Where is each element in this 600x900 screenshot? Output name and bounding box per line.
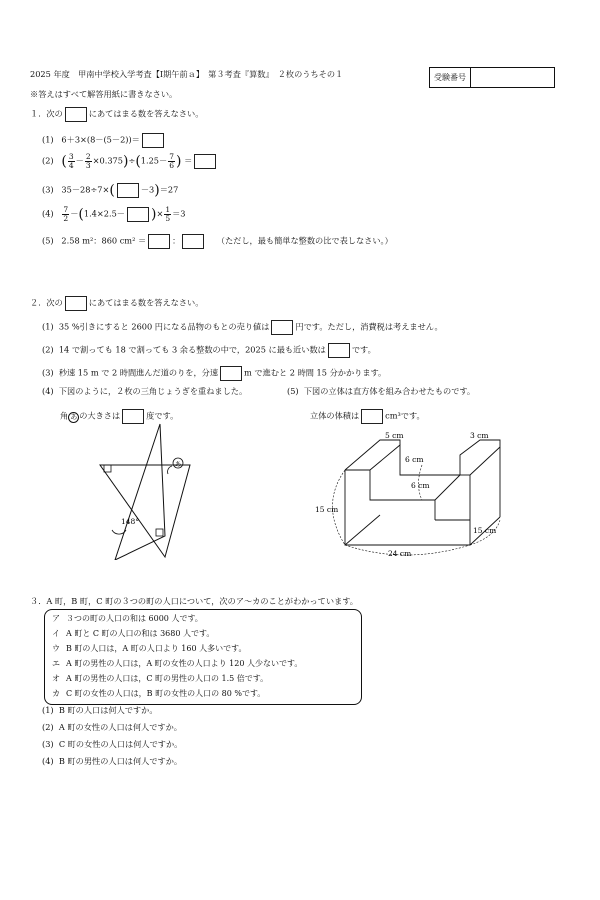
answer-box xyxy=(361,409,383,424)
q3-question: (1) B 町の人口は何人ですか。 xyxy=(42,705,158,715)
item-number: (5) xyxy=(42,235,54,246)
condition-item: カ C 町の女性の人口は，B 町の女性の人口の 80 %です。 xyxy=(52,689,266,698)
fraction: $\frac{3}{4}$ xyxy=(68,152,74,170)
item-number: (2) xyxy=(42,155,54,166)
q2-item-5: (5) 下図の立体は直方体を組み合わせたものです。 xyxy=(287,386,476,396)
q2-item-4: (4) 下図のように，２枚の三角じょうぎを重ねました。 xyxy=(42,386,248,396)
q3-question: (4) B 町の男性の人口は何人ですか。 xyxy=(42,756,183,766)
condition-item: エ A 町の男性の人口は，A 町の女性の人口より 120 人少ないです。 xyxy=(52,659,303,668)
q1-item-2: (2) ( $\frac{3}{4}$ － $\frac{2}{3}$ ×0.375)÷(1.25－ $\frac{7}{6}$ ) ＝ xyxy=(42,153,218,170)
angle-mark: あ xyxy=(70,412,78,421)
item-number: (1) xyxy=(42,134,54,145)
q3-intro: ３．A 町，B 町，C 町の３つの町の人口について，次のア～カのことがわかっています。 xyxy=(30,596,358,606)
item-note: （ただし，最も簡単な整数の比で表しなさい。） xyxy=(216,235,393,246)
q1-intro xyxy=(30,107,203,122)
item-number: (3) xyxy=(42,184,54,195)
exam-title: 2025 年度 甲南中学校入学考査【Ⅰ期午前ａ】 第３考査『算数』 ２枚のうちその１ xyxy=(30,69,344,79)
right-angle-mark xyxy=(104,465,111,472)
q1-item-1 xyxy=(42,133,166,148)
solid-edge xyxy=(345,515,380,545)
answer-box xyxy=(142,133,164,148)
expression: 6＋3×(8－(5－2))＝ xyxy=(61,134,140,145)
q1-item-4: (4) $\frac{7}{2}$ －(1.4×2.5－ )× $\frac{1}{5}$ ＝3 xyxy=(42,205,186,223)
exam-number-label: 受験番号 xyxy=(430,68,471,87)
q1-intro-b: にあてはまる数を答えなさい。 xyxy=(88,108,204,119)
q2-intro: ２．次の にあてはまる数を答えなさい。 xyxy=(30,296,203,311)
dimension-label: 24 cm xyxy=(388,549,412,558)
q2-item-2: (2) 14 で割っても 18 で割っても 3 余る整数の中で，2025 に最も近い数は です。 xyxy=(42,343,376,358)
solid-edge xyxy=(470,447,500,475)
solid-edge xyxy=(345,440,400,470)
q3-question: (3) C 町の女性の人口は何人ですか。 xyxy=(42,739,183,749)
rectangular-solid-figure xyxy=(310,425,510,565)
blank-box xyxy=(65,107,87,122)
answer-box xyxy=(148,234,170,249)
triangle-rulers-figure xyxy=(90,420,210,560)
answer-box xyxy=(117,183,139,198)
instruction-note: ※答えはすべて解答用紙に書きなさい。 xyxy=(30,89,178,99)
dimension-label: 6 cm xyxy=(405,455,424,464)
angle-arc xyxy=(168,466,172,474)
answer-box xyxy=(182,234,204,249)
solid-outline xyxy=(345,470,470,545)
dimension-label: 15 cm xyxy=(473,526,497,535)
fraction: $\frac{7}{6}$ xyxy=(169,152,174,170)
exam-number-field[interactable] xyxy=(471,68,554,87)
answer-box xyxy=(328,343,350,358)
exam-number-box[interactable] xyxy=(429,67,555,88)
q1-item-3: (3) 35－28÷7×( －3)＝27 xyxy=(42,182,179,199)
q2-item-3: (3) 秒速 15 m で 2 時間進んだ道のりを，分速 m で進むと 2 時間 15 分かかります。 xyxy=(42,366,386,381)
answer-box xyxy=(194,154,216,169)
solid-edge xyxy=(435,475,460,500)
q2-item-4-answer: 角 あ の大きさは 度です。 xyxy=(60,409,178,424)
angle-mark-label: あ xyxy=(174,460,182,468)
q1-intro-a: １．次の xyxy=(30,108,63,119)
q1-item-5: (5) 2.58 m²：860 cm² ＝ ： （ただし，最も簡単な整数の比で表しなさい。） xyxy=(42,234,393,249)
condition-item: イ A 町と C 町の人口の和は 3680 人です。 xyxy=(52,629,215,638)
right-angle-mark xyxy=(156,529,163,536)
fraction: $\frac{2}{3}$ xyxy=(85,152,91,170)
dimension-label: 5 cm xyxy=(385,431,404,440)
condition-item: ア ３つの町の人口の和は 6000 人です。 xyxy=(52,614,203,623)
rulers-triangle-1 xyxy=(100,465,190,557)
dimension-label: 6 cm xyxy=(411,481,430,490)
dimension-label: 3 cm xyxy=(470,431,489,440)
fraction: $\frac{1}{5}$ xyxy=(165,205,171,223)
condition-item: オ A 町の男性の人口は，C 町の男性の人口の 1.5 倍です。 xyxy=(52,674,269,683)
fraction: $\frac{7}{2}$ xyxy=(63,205,69,223)
answer-box xyxy=(127,207,149,222)
answer-box xyxy=(271,320,293,335)
answer-box xyxy=(220,366,242,381)
dimension-label: 15 cm xyxy=(315,505,339,514)
condition-item: ウ B 町の人口は，A 町の人口より 160 人多いです。 xyxy=(52,644,247,653)
item-number: (4) xyxy=(42,208,54,219)
rulers-triangle-2 xyxy=(115,424,165,560)
q2-item-5-answer: 立体の体積は cm³です。 xyxy=(310,409,425,424)
blank-box xyxy=(65,296,87,311)
q3-question: (2) A 町の女性の人口は何人ですか。 xyxy=(42,722,182,732)
angle-label: 148° xyxy=(121,517,140,526)
q2-item-1: (1) 35 %引きにすると 2600 円になる品物のもとの売り値は 円です。ただし，消費税は考えません。 xyxy=(42,320,443,335)
